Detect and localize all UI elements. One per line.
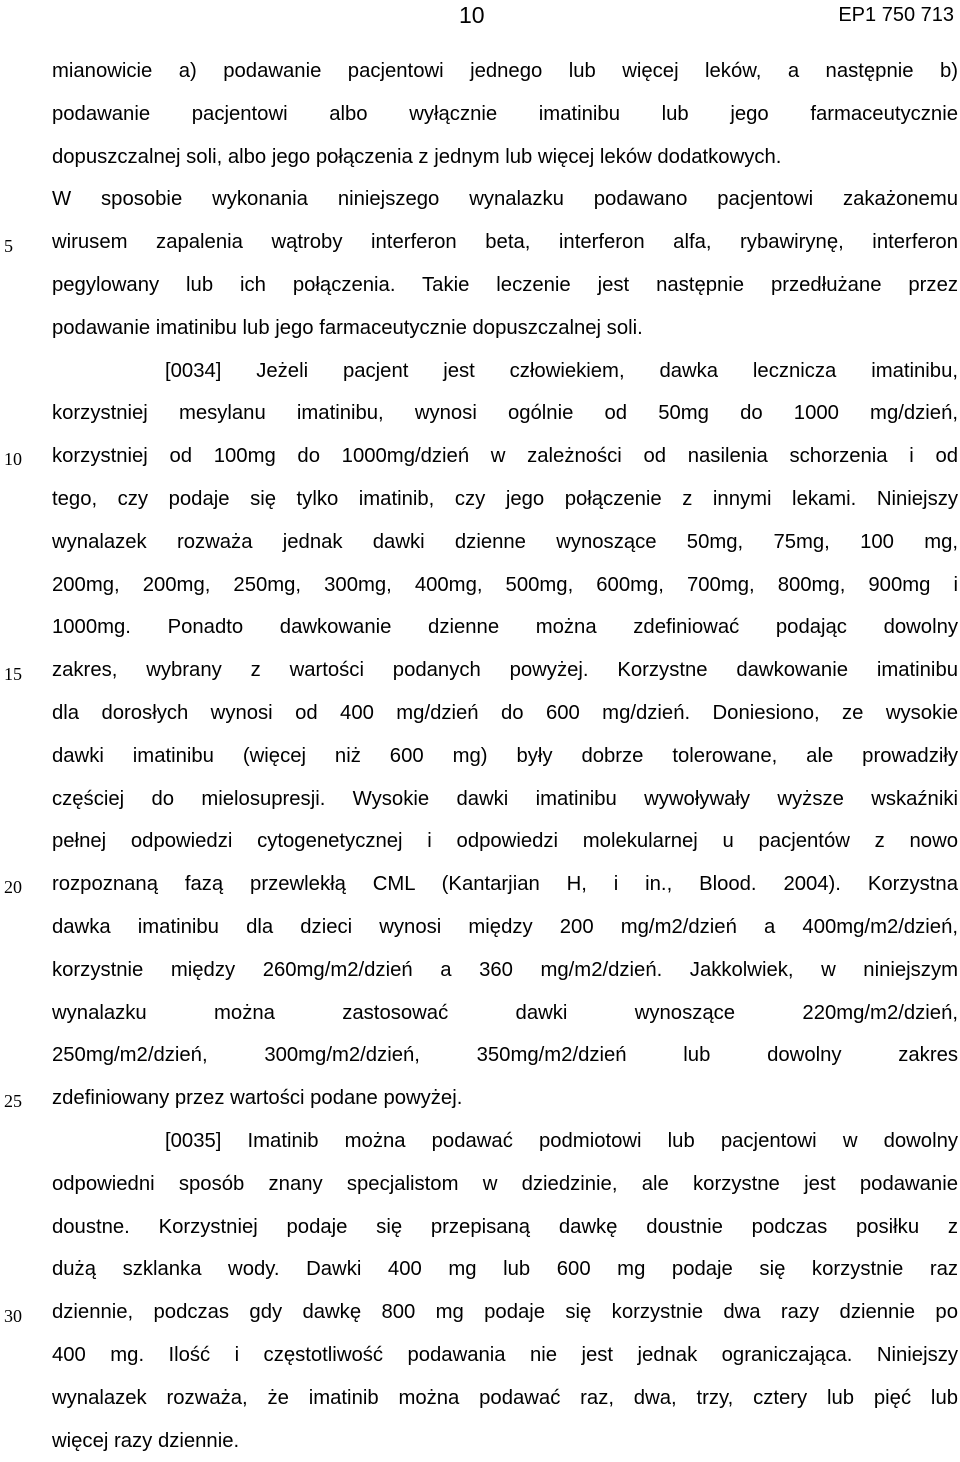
paragraph-0035-start: [0035] Imatinib można podawać podmiotowi lub pacjentowi w dowolny (52, 1120, 958, 1163)
document-id: EP1 750 713 (838, 0, 954, 30)
paragraph-0034-start: [0034] Jeżeli pacjent jest człowiekiem, dawka lecznicza imatinibu, (52, 350, 958, 393)
text-line: dla dorosłych wynosi od 400 mg/dzień do 600 mg/dzień. Doniesiono, ze wysokie (52, 692, 958, 735)
line-number: 30 (4, 1306, 34, 1326)
text-line: dawka imatinibu dla dzieci wynosi między 200 mg/m2/dzień a 400mg/m2/dzień, (52, 906, 958, 949)
text-line: wirusem zapalenia wątroby interferon beta, interferon alfa, rybawirynę, interferon (52, 221, 958, 264)
text-line: dawki imatinibu (więcej niż 600 mg) były dobrze tolerowane, ale prowadziły (52, 735, 958, 778)
text-line: 400 mg. Ilość i częstotliwość podawania nie jest jednak ograniczająca. Niniejszy (52, 1334, 958, 1377)
text-line: korzystnie między 260mg/m2/dzień a 360 mg/m2/dzień. Jakkolwiek, w niniejszym (52, 949, 958, 992)
text-line: podawanie pacjentowi albo wyłącznie imatinibu lub jego farmaceutycznie (52, 93, 958, 136)
text-line: 1000mg. Ponadto dawkowanie dzienne można zdefiniować podając dowolny (52, 606, 958, 649)
text-line: mianowicie a) podawanie pacjentowi jednego lub więcej leków, a następnie b) (52, 50, 958, 93)
text-line: dziennie, podczas gdy dawkę 800 mg podaje się korzystnie dwa razy dziennie po (52, 1291, 958, 1334)
text-line: podawanie imatinibu lub jego farmaceutycznie dopuszczalnej soli. (52, 307, 958, 350)
text-line: więcej razy dziennie. (52, 1420, 958, 1462)
page-number: 10 (459, 0, 485, 30)
text-line: W sposobie wykonania niniejszego wynalazku podawano pacjentowi zakażonemu (52, 178, 958, 221)
text-line: odpowiedni sposób znany specjalistom w dziedzinie, ale korzystne jest podawanie (52, 1163, 958, 1206)
text-line: pełnej odpowiedzi cytogenetycznej i odpowiedzi molekularnej u pacjentów z nowo (52, 820, 958, 863)
text-line: rozpoznaną fazą przewlekłą CML (Kantarjian H, i in., Blood. 2004). Korzystna (52, 863, 958, 906)
text-line: 200mg, 200mg, 250mg, 300mg, 400mg, 500mg, 600mg, 700mg, 800mg, 900mg i (52, 564, 958, 607)
line-number: 20 (4, 877, 34, 897)
text-line: 250mg/m2/dzień, 300mg/m2/dzień, 350mg/m2/dzień lub dowolny zakres (52, 1034, 958, 1077)
text-line: zakres, wybrany z wartości podanych powyżej. Korzystne dawkowanie imatinibu (52, 649, 958, 692)
line-number: 10 (4, 449, 34, 469)
line-number: 25 (4, 1091, 34, 1111)
text-line: pegylowany lub ich połączenia. Takie leczenie jest następnie przedłużane przez (52, 264, 958, 307)
text-line: wynalazku można zastosować dawki wynoszące 220mg/m2/dzień, (52, 992, 958, 1035)
text-line: korzystniej od 100mg do 1000mg/dzień w zależności od nasilenia schorzenia i od (52, 435, 958, 478)
line-number: 15 (4, 664, 34, 684)
text-line: dopuszczalnej soli, albo jego połączenia z jednym lub więcej leków dodatkowych. (52, 136, 958, 179)
text-line: doustne. Korzystniej podaje się przepisaną dawkę doustnie podczas posiłku z (52, 1206, 958, 1249)
line-number: 5 (4, 236, 34, 256)
text-line: tego, czy podaje się tylko imatinib, czy jego połączenie z innymi lekami. Niniejszy (52, 478, 958, 521)
text-line: zdefiniowany przez wartości podane powyżej. (52, 1077, 958, 1120)
text-line: wynalazek rozważa jednak dawki dzienne wynoszące 50mg, 75mg, 100 mg, (52, 521, 958, 564)
text-line: korzystniej mesylanu imatinibu, wynosi ogólnie od 50mg do 1000 mg/dzień, (52, 392, 958, 435)
text-line: częściej do mielosupresji. Wysokie dawki imatinibu wywoływały wyższe wskaźniki (52, 778, 958, 821)
document-body (52, 50, 958, 1462)
text-line: dużą szklanka wody. Dawki 400 mg lub 600 mg podaje się korzystnie raz (52, 1248, 958, 1291)
text-line: wynalazek rozważa, że imatinib można podawać raz, dwa, trzy, cztery lub pięć lub (52, 1377, 958, 1420)
